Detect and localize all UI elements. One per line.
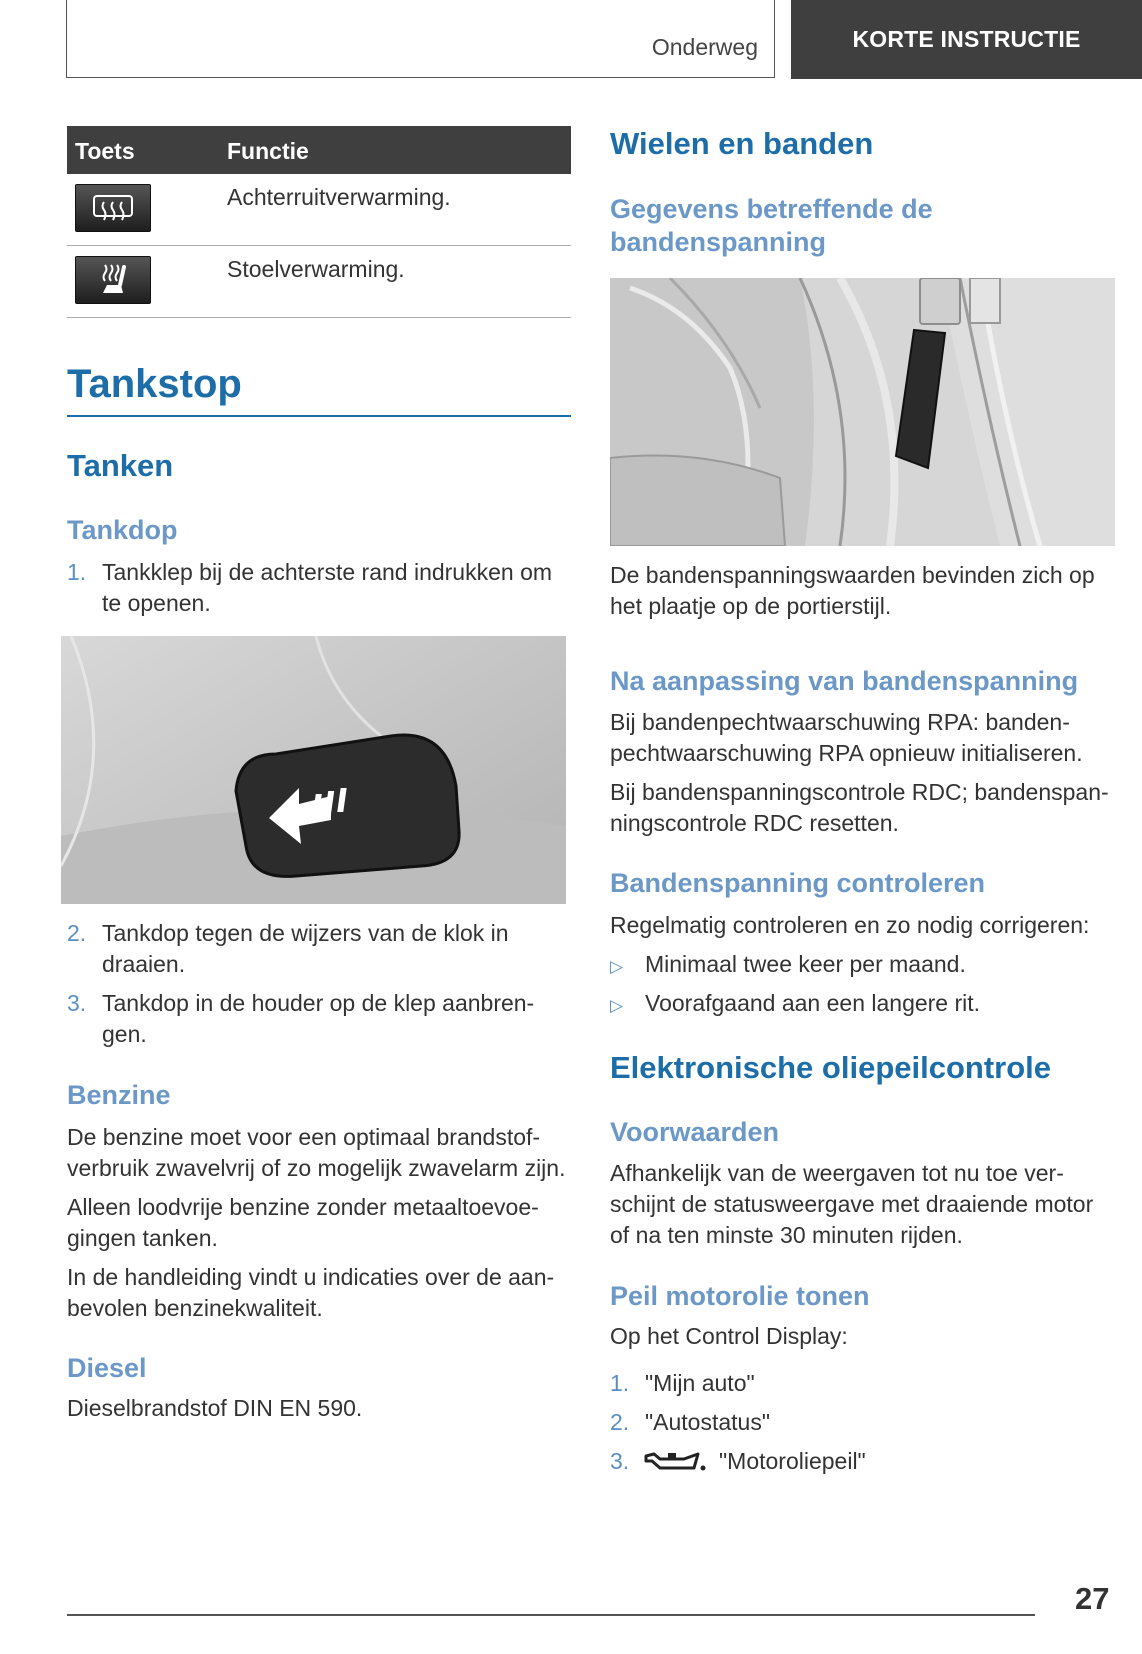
heading-voorwaarden: Voorwaarden: [610, 1117, 780, 1147]
image-caption: [610, 560, 1115, 622]
list-item: [67, 557, 571, 619]
heading-gegevens-bandenspanning: [610, 193, 1115, 259]
text-line: Bij bandenpechtwaarschuwing RPA: banden-: [610, 709, 1070, 735]
rear-window-defrost-icon: [75, 184, 151, 232]
bullet-item: [610, 988, 1115, 1019]
list-number: 3.: [67, 990, 87, 1016]
bullet-triangle-icon: ▷: [610, 957, 624, 976]
table-cell-function: Stoelverwarming.: [227, 256, 405, 282]
text-line: De benzine moet voor een optimaal brandstof-: [67, 1124, 541, 1150]
table-header-function: Functie: [227, 138, 309, 164]
table-header-key: Toets: [75, 138, 135, 164]
heading-peil-motorolie: Peil motorolie tonen: [610, 1281, 870, 1311]
list-item: [610, 1446, 1115, 1477]
text-line: De bandenspanningswaarden bevinden zich op: [610, 562, 1095, 588]
list-number: 2.: [67, 920, 87, 946]
text-line: bevolen benzinekwaliteit.: [67, 1295, 323, 1321]
list-text: "Motoroliepeil": [719, 1448, 866, 1474]
list-item: [610, 1368, 1115, 1399]
table-cell-function: Achterruitverwarming.: [227, 184, 451, 210]
list-item: [67, 918, 571, 980]
text-line: pechtwaarschuwing RPA opnieuw initialiseren.: [610, 740, 1083, 766]
heading-na-aanpassing: Na aanpassing van bandenspanning: [610, 666, 1079, 696]
heading-oliepeilcontrole: Elektronische oliepeilcontrole: [610, 1050, 1052, 1085]
list-number: 1.: [67, 559, 87, 585]
text-line: of na ten minste 30 minuten rijden.: [610, 1222, 963, 1248]
table-header: [67, 126, 571, 174]
bullet-triangle-icon: ▷: [610, 996, 624, 1015]
seat-heating-icon: [75, 256, 151, 304]
paragraph: Dieselbrandstof DIN EN 590.: [67, 1395, 363, 1421]
heading-benzine: Benzine: [67, 1080, 171, 1110]
list-number: 1.: [610, 1370, 630, 1396]
list-text: te openen.: [102, 590, 211, 616]
paragraph: Op het Control Display:: [610, 1323, 848, 1349]
text-line: Afhankelijk van de weergaven tot nu toe ver-: [610, 1160, 1064, 1186]
text-line: het plaatje op de portierstijl.: [610, 593, 892, 619]
list-number: 3.: [610, 1448, 630, 1474]
list-number: 2.: [610, 1409, 630, 1435]
page-number: 27: [1075, 1581, 1110, 1616]
list-text: Tankdop in de houder op de klep aanbren-: [102, 990, 535, 1016]
heading-tanken: Tanken: [67, 448, 174, 483]
paragraph: [67, 1262, 571, 1324]
list-text: draaien.: [102, 951, 186, 977]
list-text: Tankdop tegen de wijzers van de klok in: [102, 920, 509, 946]
list-text: "Autostatus": [645, 1409, 771, 1435]
door-pillar-illustration: [610, 278, 1115, 546]
footer-rule: [67, 1614, 1035, 1616]
paragraph: [610, 777, 1115, 839]
text-line: gingen tanken.: [67, 1225, 218, 1251]
heading-tankstop: Tankstop: [67, 362, 242, 406]
heading-line: Gegevens betreffende de: [610, 194, 933, 224]
heading-rule: [67, 415, 571, 417]
list-item: [67, 988, 571, 1050]
paragraph: [67, 1122, 571, 1184]
text-line: schijnt de statusweergave met draaiende motor: [610, 1191, 1094, 1217]
heading-line: bandenspanning: [610, 227, 826, 257]
paragraph: [610, 1158, 1115, 1251]
bullet-text: Voorafgaand aan een langere rit.: [645, 990, 981, 1016]
oil-can-icon: [644, 1450, 708, 1482]
paragraph: [610, 707, 1115, 769]
heading-tankdop: Tankdop: [67, 515, 178, 545]
text-line: verbruik zwavelvrij of zo mogelijk zwavelarm zijn.: [67, 1155, 566, 1181]
heading-diesel: Diesel: [67, 1353, 147, 1383]
paragraph: [67, 1192, 571, 1254]
text-line: Alleen loodvrije benzine zonder metaaltoevoe-: [67, 1194, 539, 1220]
header-chapter-tab: KORTE INSTRUCTIE: [791, 0, 1142, 79]
bullet-text: Minimaal twee keer per maand.: [645, 951, 966, 977]
text-line: Bij bandenspanningscontrole RDC; bandenspan-: [610, 779, 1109, 805]
paragraph: Regelmatig controleren en zo nodig corrigeren:: [610, 912, 1090, 938]
list-text: "Mijn auto": [645, 1370, 755, 1396]
list-item: [610, 1407, 1115, 1438]
list-text: Tankklep bij de achterste rand indrukken om: [102, 559, 553, 585]
heading-bandenspanning-controleren: Bandenspanning controleren: [610, 868, 986, 898]
heading-wielen-en-banden: Wielen en banden: [610, 126, 874, 161]
header-section-title: Onderweg: [651, 34, 758, 60]
text-line: In de handleiding vindt u indicaties over de aan-: [67, 1264, 555, 1290]
list-text: gen.: [102, 1021, 147, 1047]
text-line: ningscontrole RDC resetten.: [610, 810, 899, 836]
bullet-item: [610, 949, 1115, 980]
table-row: [67, 246, 571, 318]
table-row: [67, 174, 571, 246]
fuel-flap-illustration: [61, 636, 566, 904]
